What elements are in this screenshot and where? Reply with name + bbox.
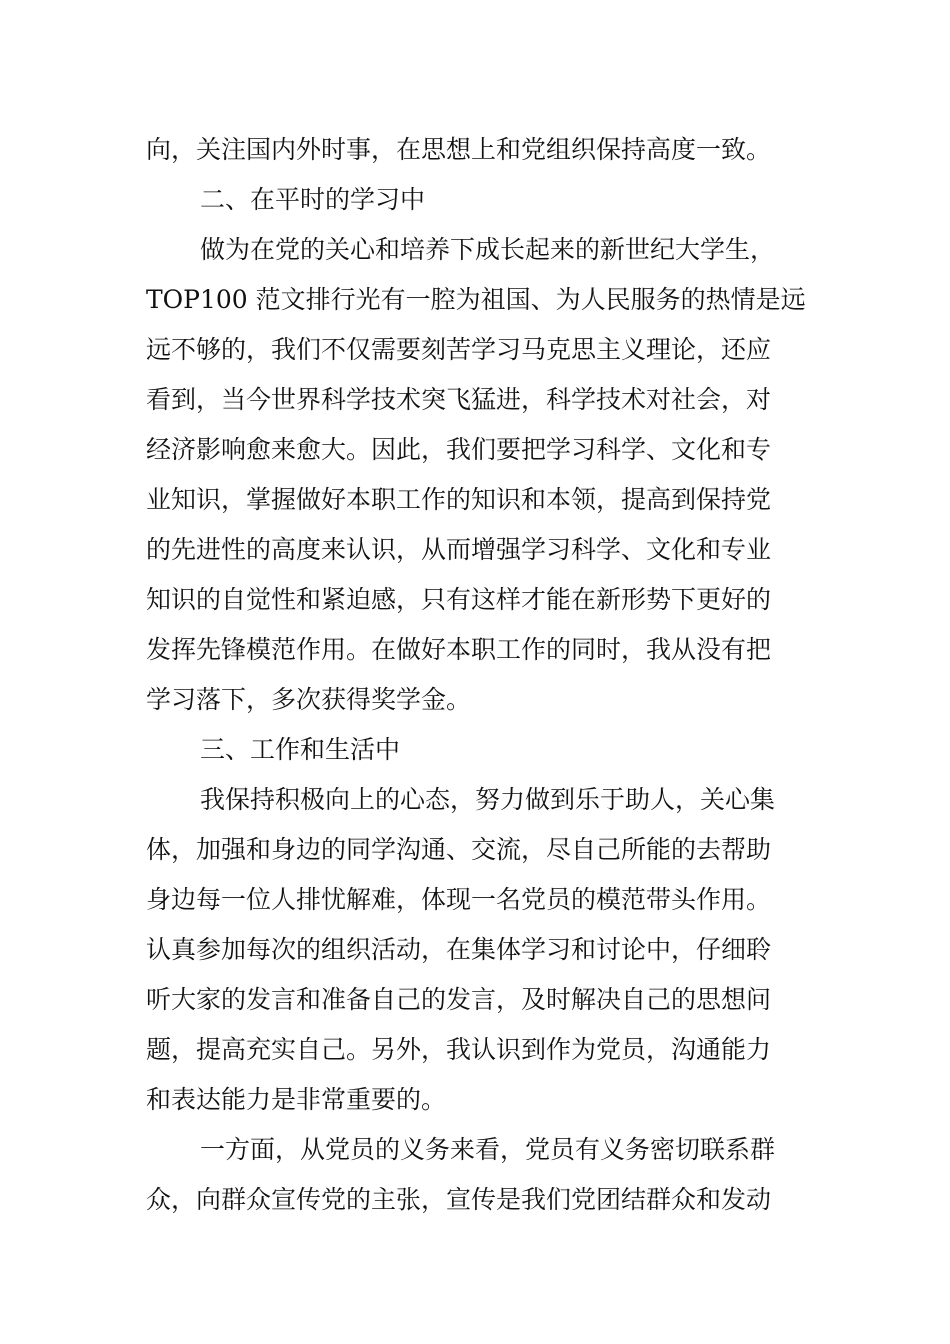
text-line: 学习落下，多次获得奖学金。 (146, 685, 472, 714)
text-line: 和表达能力是非常重要的。 (146, 1085, 447, 1114)
text-line: 认真参加每次的组织活动，在集体学习和讨论中，仔细聆 (146, 935, 772, 964)
text-line: 我保持积极向上的心态，努力做到乐于助人，关心集 (200, 785, 776, 814)
text-line: 发挥先锋模范作用。在做好本职工作的同时，我从没有把 (146, 635, 772, 664)
text-line: 身边每一位人排忧解难，体现一名党员的模范带头作用。 (146, 885, 772, 914)
text-line: 业知识，掌握做好本职工作的知识和本领，提高到保持党 (146, 485, 772, 514)
text-line: 做为在党的关心和培养下成长起来的新世纪大学生， (200, 235, 776, 264)
text-line: TOP100 范文排行光有一腔为祖国、为人民服务的热情是远 (146, 285, 806, 314)
text-line: 一方面，从党员的义务来看，党员有义务密切联系群 (200, 1135, 776, 1164)
text-line: 题，提高充实自己。另外，我认识到作为党员，沟通能力 (146, 1035, 772, 1064)
text-line: 的先进性的高度来认识，从而增强学习科学、文化和专业 (146, 535, 772, 564)
text-line: 听大家的发言和准备自己的发言，及时解决自己的思想问 (146, 985, 772, 1014)
text-line: 众，向群众宣传党的主张，宣传是我们党团结群众和发动 (146, 1185, 772, 1214)
text-line: 远不够的，我们不仅需要刻苦学习马克思主义理论，还应 (146, 335, 772, 364)
text-line: 经济影响愈来愈大。因此，我们要把学习科学、文化和专 (146, 435, 772, 464)
section-heading: 二、在平时的学习中 (200, 185, 426, 214)
section-heading: 三、工作和生活中 (200, 735, 401, 764)
text-line: 体，加强和身边的同学沟通、交流，尽自己所能的去帮助 (146, 835, 772, 864)
text-line: 向，关注国内外时事，在思想上和党组织保持高度一致。 (146, 135, 772, 164)
text-line: 知识的自觉性和紧迫感，只有这样才能在新形势下更好的 (146, 585, 772, 614)
text-line: 看到，当今世界科学技术突飞猛进，科学技术对社会，对 (146, 385, 772, 414)
